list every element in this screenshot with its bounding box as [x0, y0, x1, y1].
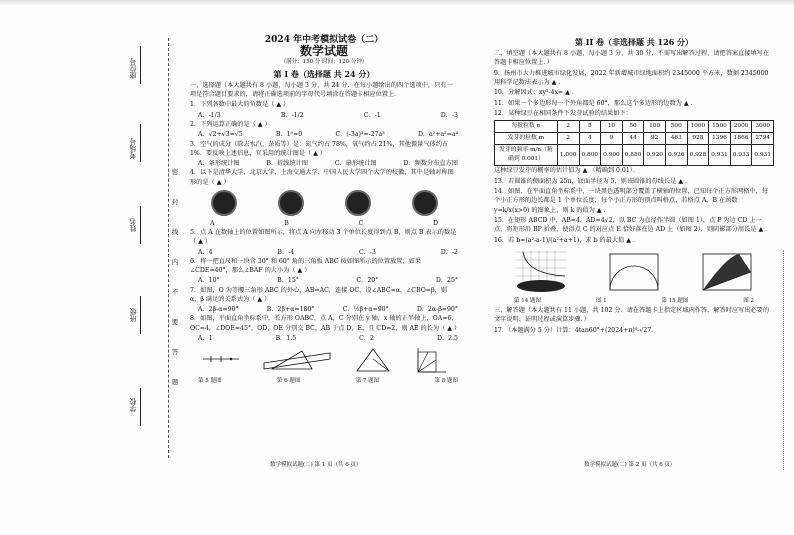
table-cell: 0.933	[730, 144, 752, 165]
table-cell: 1500	[709, 120, 731, 132]
rectangle-fold-figure-2	[697, 248, 757, 294]
figure-label: 第 6 题图	[276, 378, 301, 385]
table-cell: 1000	[687, 120, 709, 132]
option: C．-3	[359, 248, 376, 256]
option: D．a²+a²=a⁴	[417, 131, 458, 139]
question-2-options	[190, 130, 458, 139]
exam-title: 2024 年中考模拟试卷（二）	[264, 35, 384, 45]
question-10: 10．分解因式：xy²-4x= ▲ ．	[494, 89, 579, 97]
exam-meta: （满分：150 分 时间：120 分钟）	[280, 59, 368, 66]
table-cell: 0.920	[644, 144, 666, 165]
fill-intro: 二、填空题（本大题共有 8 小题，每小题 3 分，共 30 分，不需写出解答过程，请把答案直接填写在答题卡相应位置上．）	[494, 50, 770, 67]
table-cell: 0.880	[622, 144, 644, 165]
table-cell: 0.926	[665, 144, 687, 165]
right-binding-dots	[783, 250, 790, 470]
seal-char: 内	[171, 258, 179, 266]
table-row	[495, 144, 774, 165]
table-cell: 4	[579, 132, 601, 144]
table-cell: 0.928	[687, 144, 709, 165]
table-cell: 928	[687, 132, 709, 144]
table-row	[495, 120, 774, 132]
field-seat: 座位号	[129, 58, 137, 79]
option: C．(-3a)³=-27a³	[335, 131, 385, 139]
table-cell: 44	[622, 132, 644, 144]
question-5-options	[190, 248, 458, 257]
table-cell: 0.800	[579, 144, 601, 165]
field-exam-room: 考场号	[129, 138, 137, 159]
table-cell: 2794	[752, 132, 774, 144]
option: B．15°	[277, 277, 299, 285]
option: C．20°	[356, 277, 379, 285]
option: D．2.5	[436, 334, 458, 342]
table-cell: 2	[557, 132, 579, 144]
table-cell: 0.900	[601, 144, 623, 165]
question-6: 6．将一把直尺和一块含 30° 和 60° 角的三角板 ABC 按如图所示的位置放置，如果∠CDE=40°，那么∠BAF 的大小为（ ▲ ）	[190, 257, 421, 274]
option: A．2β-α=90°	[198, 306, 239, 314]
left-figure-labels	[190, 377, 458, 386]
option: B．2β+α=180°	[266, 306, 315, 314]
table-cell: 3000	[752, 120, 774, 132]
table-cell: 92	[644, 132, 666, 144]
question-12-tail: 这种绿豆发芽的概率的估计值为 ▲ （精确到 0.01）．	[494, 167, 640, 175]
option: A．4	[198, 248, 213, 256]
seal-char: 密	[171, 168, 179, 176]
seal-char: 题	[171, 378, 179, 386]
university-emblems	[190, 190, 458, 216]
question-17: 17．（本题满分 5 分）计算：4tan60°+(2024+π)⁰-√27．	[494, 326, 658, 334]
option: C．2	[359, 334, 374, 342]
field-exam-room-line	[140, 124, 142, 162]
binding-dashed-line	[168, 38, 170, 458]
figure-label: 第 5 题图	[198, 378, 222, 385]
option: B．1.5	[275, 334, 297, 342]
table-cell: 2000	[730, 120, 752, 132]
figure-label: 第 8 题图	[434, 378, 458, 385]
option: D．-3	[440, 111, 458, 119]
field-seat-line	[140, 46, 142, 84]
question-3-options	[190, 159, 458, 168]
left-figures	[190, 346, 458, 374]
option: B．1⁰=0	[275, 131, 303, 139]
table-cell: 50	[622, 120, 644, 132]
question-7-options	[190, 305, 458, 314]
question-1-options	[190, 111, 458, 120]
page-2-footer: 数学模拟试题(二) 第 2 页（共 6 页）	[584, 462, 676, 468]
table-cell: 500	[665, 120, 687, 132]
page-1-footer: 数学模拟试题(二) 第 1 页（共 6 页）	[270, 462, 362, 468]
question-15: 15．在矩形 ABCD 中，AB=4，AD=4√2，以 BC 为直径作半圆（如图 1），点 P 为边 CD 上一点，将矩形沿 BP 折叠，使得点 C 的对应点 E 恰好落在边 AD 上（如图 2），则阴影部分周长是 ▲ ．	[494, 216, 772, 234]
field-name: 姓名	[129, 218, 137, 232]
figure-label: 图 1	[595, 297, 607, 304]
section1-title: 第 I 卷（选择题 共 24 分）	[273, 68, 375, 79]
seal-char: 答	[171, 348, 179, 356]
right-figure-labels	[494, 297, 774, 306]
question-2: 2．下列运算正确的是（ ▲ ）	[190, 121, 271, 128]
option: B．-4	[277, 248, 295, 256]
figure-label: 图 2	[743, 297, 754, 304]
question-4: 4．以下是清华大学、北京大学、上海交通大学、中国人民大学四个大学的校徽，其中是轴对称图形的是（ ▲ ）	[190, 169, 454, 186]
option: A	[210, 219, 215, 227]
page-1	[190, 35, 461, 386]
option: A．√2+√3=√5	[198, 131, 243, 139]
question-7: 7．如图，O 为等腰三角形 ABC 的外心，AB=AC，连接 OC，设∠ABC=α，∠CBO=β，则 α，β 满足的关系式为（ ▲ ）	[190, 286, 447, 303]
emblem-peking-icon	[278, 190, 304, 216]
seal-char: 线	[171, 228, 179, 236]
table-cell: 发芽的粒数 m	[495, 132, 558, 144]
figure-label: 第 15 题图	[661, 297, 689, 304]
question-1: 1．下列各数中最大的负数是（ ▲ ）	[190, 101, 290, 109]
solve-intro: 三、解答题（本大题共有 11 小题，共 102 分．请在答题卡上指定区域内作答，解答时应写出必要的文字说明、证明过程或演算步骤．）	[494, 306, 770, 324]
table-cell: 1866	[730, 132, 752, 144]
question-5: 5．点 A 在数轴上的位置如图所示，将点 A 向左移动 3 个单位长度得到点 B，则点 B 表示的数是（ ▲ ）	[190, 229, 457, 246]
table-cell: 5	[579, 120, 601, 132]
subject-title: 数学试题	[299, 44, 348, 59]
page-2	[494, 36, 774, 336]
table-cell: 每批粒数 n	[495, 120, 558, 132]
grid-hyperbola-figure	[511, 248, 571, 294]
number-line-figure	[201, 349, 241, 371]
option: D	[433, 219, 438, 227]
option: A．条形统计图	[198, 160, 240, 168]
rectangle-semicircle-figure-1	[604, 248, 664, 294]
option: A．10°	[198, 277, 220, 285]
seal-char: 不	[171, 288, 179, 296]
option: C．-1	[363, 111, 381, 119]
table-cell: 0.931	[709, 144, 731, 165]
question-6-options	[190, 276, 458, 285]
option: A．-1/3	[198, 111, 221, 119]
figure-label: 第 7 题图	[355, 378, 380, 385]
question-14: 14．如图，在平面直角坐标系中，一块黑色透明部分覆盖了横轴的位置，已知每个正方形网格中，每个小正方形的边长都是 1 个单位长度，每个小正方形的顶点叫格点，若格点 A、B 在函数 y=k/x(x>0) 的图象上，则 k 的值为 ▲ ．	[494, 188, 768, 214]
field-name-line	[140, 206, 142, 244]
ruler-triangle-figure	[262, 349, 332, 371]
option: D．2α-β=90°	[416, 306, 458, 314]
rectangle-coordinate-figure	[414, 346, 448, 374]
table-cell: 100	[644, 120, 666, 132]
question-8: 8．如图，平面直角坐标系中，长方形 OABC，点 A，C 分别在 y 轴，x 轴的正半轴上，OA=6，OC=4，∠DOE=45°，OD，OE 分别交 BC，AB 于点 D，E，且 CD=2，则 AE 的长为（ ▲ ）	[190, 315, 461, 332]
table-row	[495, 132, 774, 144]
table-cell: 0.931	[752, 144, 774, 165]
table-cell: 1396	[709, 132, 731, 144]
scan-top-edge	[0, 0, 794, 6]
question-3: 3．空气的成分（除去水汽、杂质等）是：氮气约占 78%，氧气约占 21%，其他微量气体约占 1%．要反映上述信息，宜采用的统计图是（ ▲ ）	[190, 140, 449, 157]
emblem-ruc-icon	[412, 190, 438, 216]
question-4-options	[190, 219, 458, 228]
question-12: 12．某种绿豆在相同条件下发芽试验的结果如下：	[494, 110, 632, 118]
option: D．频数分布直方图	[403, 160, 458, 168]
option: C．扇形统计图	[334, 160, 377, 168]
mc-intro: 一、选择题（本大题共有 8 小题，每小题 3 分，共 24 分．在每小题给出的四个选项中，只有一项是符合题目要求的，请将正确选项前的字母代号填涂在答题卡相应位置上．	[190, 81, 453, 99]
option: D．25°	[435, 277, 458, 285]
table-cell: 463	[665, 132, 687, 144]
field-class-line	[140, 296, 142, 334]
binding-strip	[0, 38, 168, 458]
option: D．-2	[440, 248, 458, 256]
table-cell: 2	[557, 120, 579, 132]
question-11: 11．如果一个多边形每一个外角都是 60°，那么这个多边形的边数为 ▲ ．	[494, 99, 697, 107]
triangle-circumcenter-figure	[353, 347, 393, 373]
figure-label: 第 14 题图	[514, 297, 541, 304]
option: B．折线统计图	[266, 160, 309, 168]
seal-char: 要	[171, 318, 179, 326]
emblem-sjtu-icon	[345, 190, 371, 216]
field-school: 学校	[129, 398, 137, 412]
question-9: 9．扬州市大力推进城市绿化发展，2022 年新增城市绿地面积约 2345000 平方米，数据 2345000 用科学记数法表示为 ▲ ．	[494, 69, 769, 86]
option: B．-1/2	[280, 111, 304, 119]
option: B	[284, 219, 289, 227]
option: C	[358, 219, 364, 227]
question-16: 16．若 b=(a²-a-1)/(a²+a+1)，求 b 的最大值 ▲ ．	[494, 236, 640, 244]
seal-char: 封	[171, 198, 179, 206]
section2-title: 第 II 卷（非选择题 共 126 分）	[574, 37, 694, 47]
table-cell: 1.000	[557, 144, 579, 165]
table-cell: 10	[601, 120, 623, 132]
germination-table	[494, 120, 774, 167]
option: C．½β+α=90°	[342, 306, 389, 314]
question-13: 13．若圆锥的侧面积为 25π，底面半径为 5，则该圆锥的母线长是 ▲ ．	[494, 177, 692, 185]
option: A．1	[198, 334, 213, 342]
right-figures	[494, 248, 774, 294]
table-cell: 9	[601, 132, 623, 144]
question-8-options	[190, 334, 458, 343]
emblem-tsinghua-icon	[211, 190, 237, 216]
field-school-line	[140, 388, 142, 426]
table-cell: 发芽的频率 m/n（精确到 0.001）	[495, 144, 558, 165]
field-class: 班级	[129, 308, 137, 322]
